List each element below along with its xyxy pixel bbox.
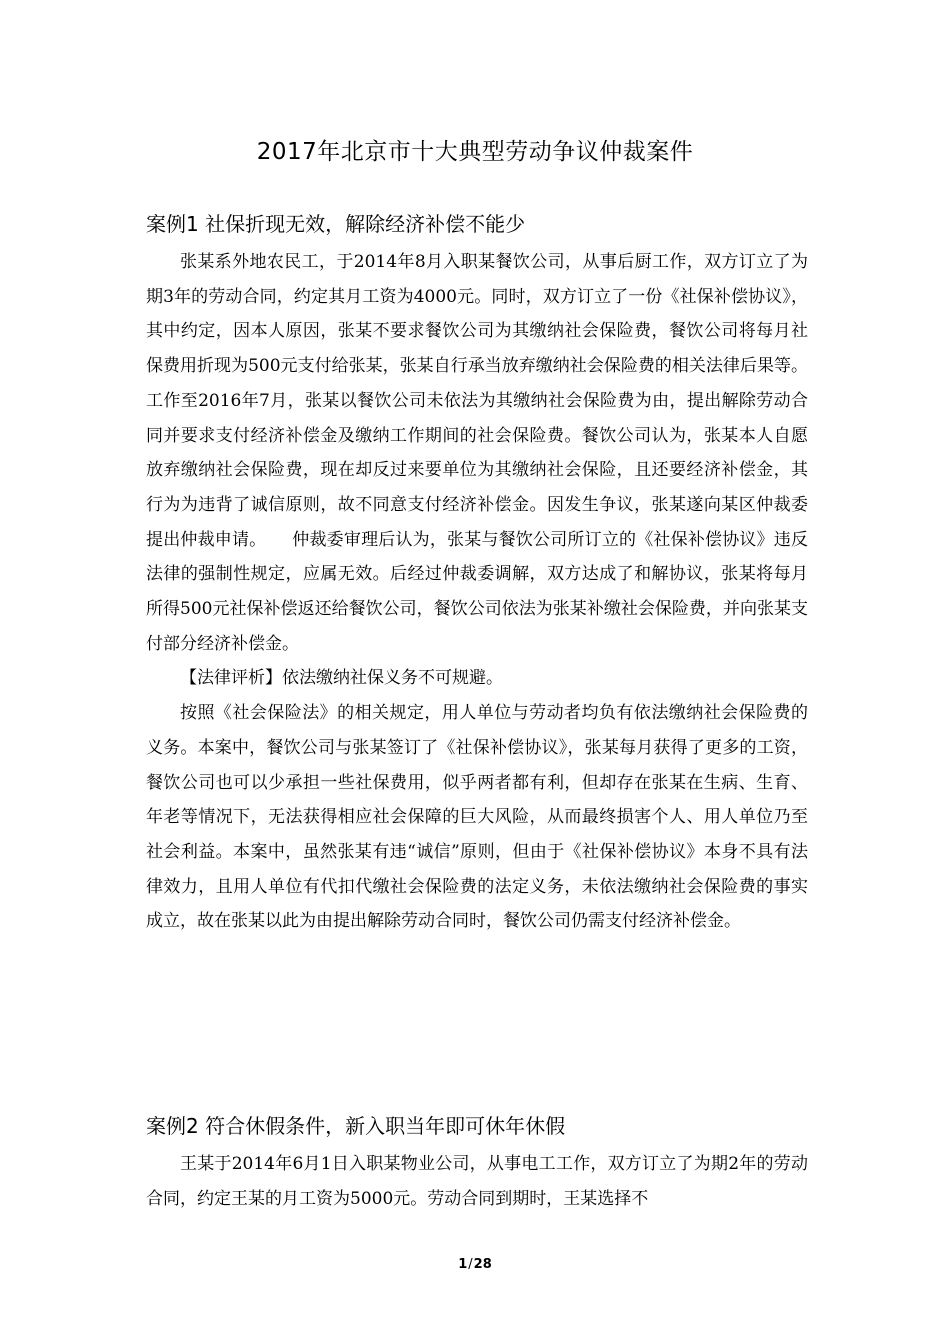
case2-paragraph-facts: 王某于2014年6月1日入职某物业公司，从事电工工作，双方订立了为期2年的劳动合同，约定王某的月工资为5000元。劳动合同到期时，王某选择不 [146, 1154, 808, 1209]
page-separator: / [468, 1257, 473, 1272]
case1-body [146, 245, 808, 939]
current-page-number: 1 [458, 1257, 468, 1272]
total-page-count: 28 [473, 1257, 492, 1272]
case2-heading: 案例2 符合休假条件，新入职当年即可休年休假 [146, 1114, 566, 1138]
case1-paragraph-analysis: 按照《社会保险法》的相关规定，用人单位与劳动者均负有依法缴纳社会保险费的义务。本案中，餐饮公司与张某签订了《社保补偿协议》，张某每月获得了更多的工资，餐饮公司也可以少承担一些社保费用，似乎两者都有利，但却存在张某在生病、生育、年老等情况下，无法获得相应社会保障的巨大风险，从而最终损害个人、用人单位乃至社会利益。本案中，虽然张某有违“诚信”原则，但由于《社保补偿协议》本身不具有法律效力，且用人单位有代扣代缴社会保险费的法定义务，未依法缴纳社会保险费的事实成立，故在张某以此为由提出解除劳动合同时，餐饮公司仍需支付经济补偿金。 [146, 703, 808, 932]
case2-body [146, 1147, 808, 1216]
page-number [0, 1255, 950, 1275]
case1-heading: 案例1 社保折现无效，解除经济补偿不能少 [146, 212, 526, 236]
case1-paragraph-analysis-label: 【法律评析】依法缴纳社保义务不可规避。 [180, 668, 503, 689]
case1-paragraph-facts: 张某系外地农民工，于2014年8月入职某餐饮公司，从事后厨工作，双方订立了为期3年的劳动合同，约定其月工资为4000元。同时，双方订立了一份《社保补偿协议》，其中约定，因本人原因，张某不要求餐饮公司为其缴纳社会保险费，餐饮公司将每月社保费用折现为500元支付给张某，张某自行承当放弃缴纳社会保险费的相关法律后果等。工作至2016年7月，张某以餐饮公司未依法为其缴纳社会保险费为由，提出解除劳动合同并要求支付经济补偿金及缴纳工作期间的社会保险费。餐饮公司认为，张某本人自愿放弃缴纳社会保险费，现在却反过来要单位为其缴纳社会保险，且还要经济补偿金，其行为为违背了诚信原则，故不同意支付经济补偿金。因发生争议，张某遂向某区仲裁委提出仲裁申请。 仲裁委审理后认为，张某与餐饮公司所订立的《社保补偿协议》违反法律的强制性规定，应属无效。后经过仲裁委调解，双方达成了和解协议，张某将每月所得500元社保补偿返还给餐饮公司，餐饮公司依法为张某补缴社会保险费，并向张某支付部分经济补偿金。 [146, 252, 808, 654]
document-title: 2017年北京市十大典型劳动争议仲裁案件 [256, 139, 694, 165]
